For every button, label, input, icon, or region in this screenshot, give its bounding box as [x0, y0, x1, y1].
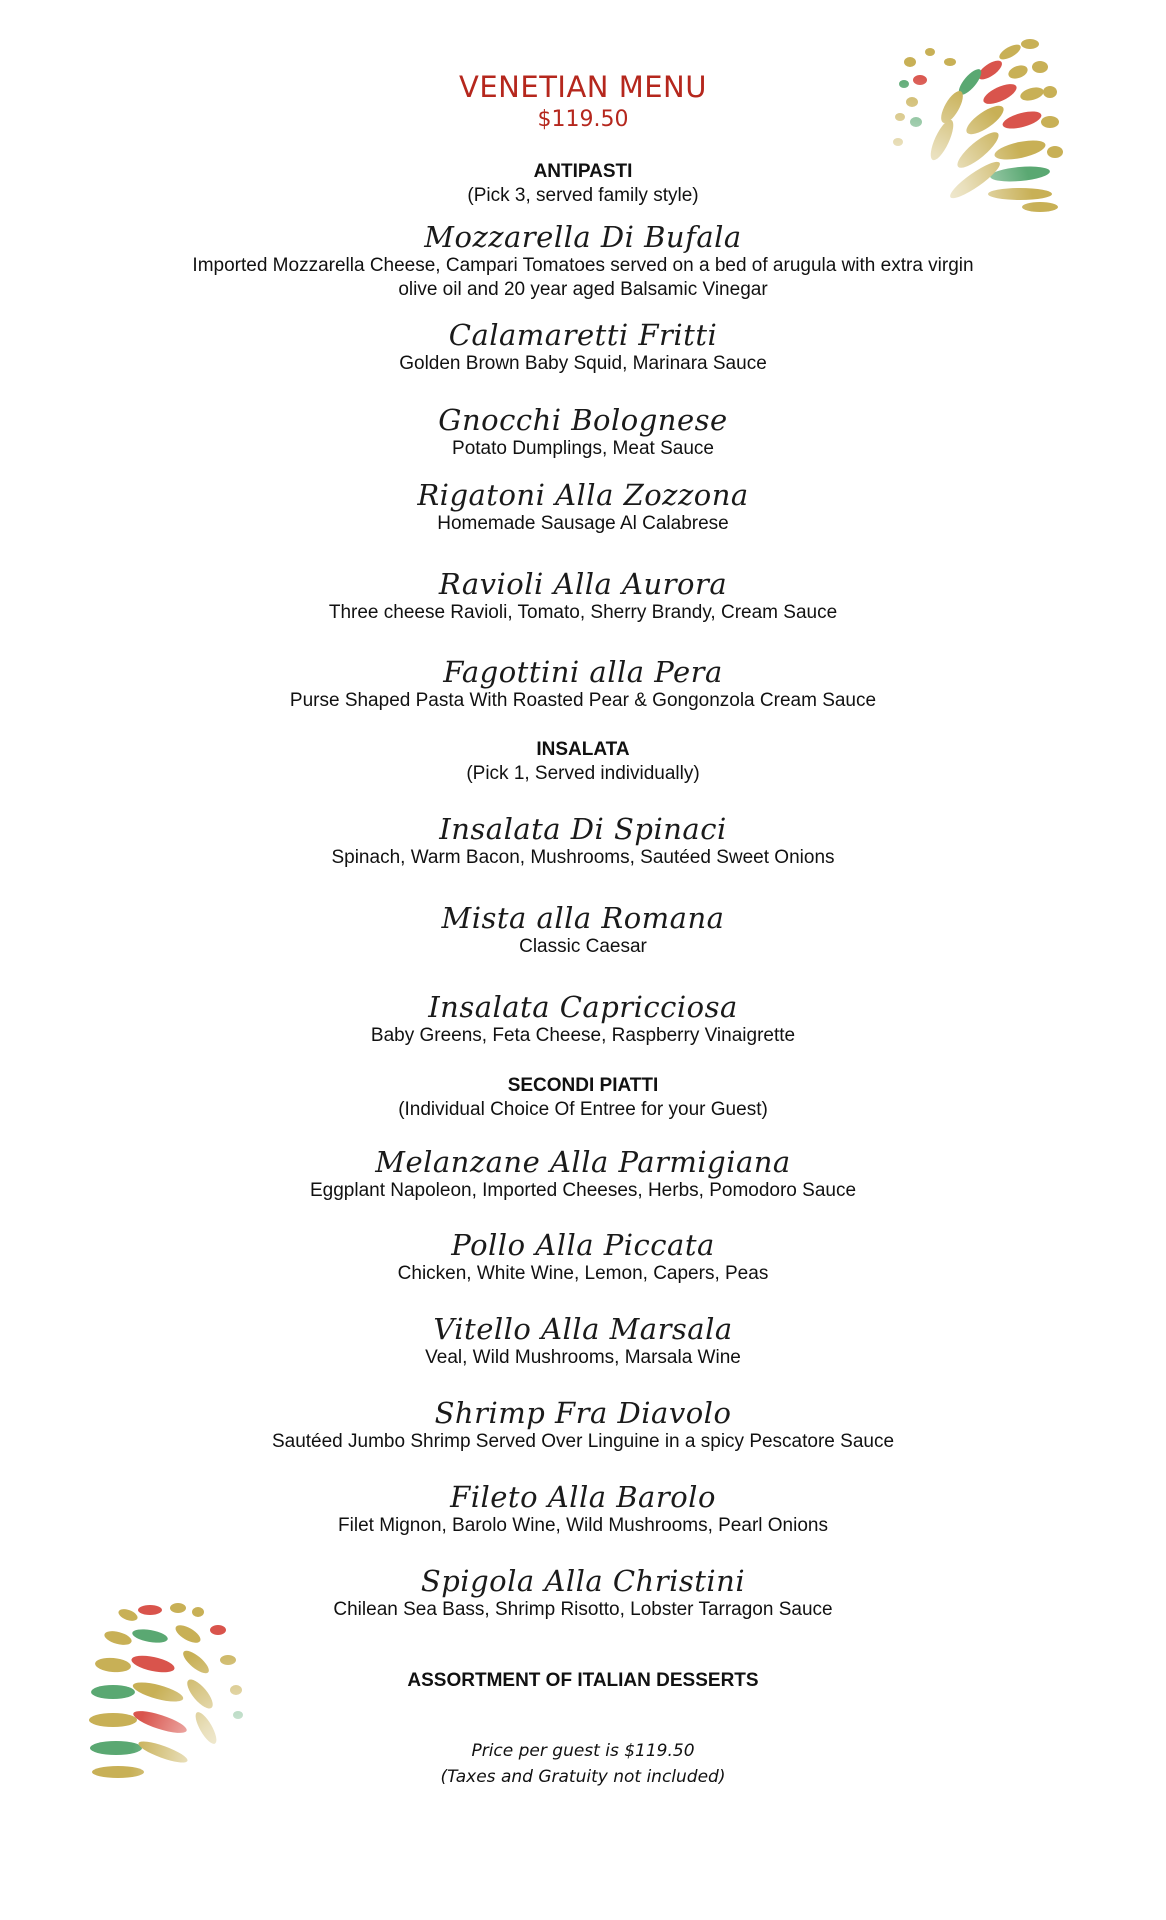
section-title: INSALATA [536, 739, 630, 760]
section-note: (Pick 1, Served individually) [466, 763, 700, 784]
item-name: Ravioli Alla Aurora [438, 567, 728, 601]
item-name: Shrimp Fra Diavolo [434, 1396, 732, 1430]
section-title: SECONDI PIATTI [507, 1075, 659, 1096]
section-note: (Pick 3, served family style) [467, 185, 699, 206]
footer-tax-line: (Taxes and Gratuity not included) [440, 1767, 726, 1787]
item-description: Filet Mignon, Barolo Wine, Wild Mushrooms, Pearl Onions [338, 1515, 828, 1536]
item-name: Vitello Alla Marsala [433, 1312, 733, 1346]
item-description: Potato Dumplings, Meat Sauce [452, 438, 714, 459]
menu-item [0, 990, 1166, 1048]
menu-item [0, 655, 1166, 713]
item-name: Fagottini alla Pera [443, 655, 723, 689]
section-insalata [0, 738, 1166, 786]
menu-item [0, 403, 1166, 461]
item-name: Spigola Alla Christini [420, 1564, 746, 1598]
menu-item [0, 1312, 1166, 1370]
item-description: Purse Shaped Pasta With Roasted Pear & Gongonzola Cream Sauce [289, 690, 877, 711]
item-description: Golden Brown Baby Squid, Marinara Sauce [399, 353, 767, 374]
menu-price: $119.50 [537, 107, 629, 132]
menu-item [0, 478, 1166, 536]
desserts-line: ASSORTMENT OF ITALIAN DESSERTS [407, 1670, 759, 1691]
menu-item [0, 1480, 1166, 1538]
item-description: Sautéed Jumbo Shrimp Served Over Linguine in a spicy Pescatore Sauce [271, 1431, 895, 1452]
menu-item [0, 318, 1166, 376]
item-name: Mista alla Romana [441, 901, 725, 935]
item-name: Insalata Di Spinaci [439, 812, 727, 846]
item-description: Spinach, Warm Bacon, Mushrooms, Sautéed Sweet Onions [331, 847, 835, 868]
menu-item [0, 1228, 1166, 1286]
footer-price-line: Price per guest is $119.50 [471, 1741, 695, 1761]
menu-title: VENETIAN MENU [459, 70, 707, 104]
menu-item [0, 1396, 1166, 1454]
item-description: Three cheese Ravioli, Tomato, Sherry Brandy, Cream Sauce [328, 602, 838, 623]
item-description: Chilean Sea Bass, Shrimp Risotto, Lobster Tarragon Sauce [333, 1599, 833, 1620]
item-description: Baby Greens, Feta Cheese, Raspberry Vinaigrette [370, 1025, 796, 1046]
menu-item [0, 901, 1166, 959]
section-title: ANTIPASTI [533, 161, 633, 182]
item-description: olive oil and 20 year aged Balsamic Vinegar [398, 279, 768, 300]
menu-item [0, 220, 1166, 302]
item-description: Classic Caesar [519, 936, 647, 957]
item-name: Melanzane Alla Parmigiana [375, 1145, 791, 1179]
item-description: Homemade Sausage Al Calabrese [437, 513, 729, 534]
item-name: Calamaretti Fritti [448, 318, 718, 352]
footer-note [0, 1738, 1166, 1790]
item-name: Pollo Alla Piccata [451, 1228, 715, 1262]
menu-item [0, 1145, 1166, 1203]
item-name: Gnocchi Bolognese [438, 403, 728, 437]
item-name: Insalata Capricciosa [428, 990, 738, 1024]
item-description: Veal, Wild Mushrooms, Marsala Wine [425, 1347, 741, 1368]
section-note: (Individual Choice Of Entree for your Guest) [398, 1099, 768, 1120]
menu-item [0, 567, 1166, 625]
item-name: Rigatoni Alla Zozzona [417, 478, 749, 512]
item-name: Fileto Alla Barolo [450, 1480, 716, 1514]
item-description: Eggplant Napoleon, Imported Cheeses, Herbs, Pomodoro Sauce [309, 1180, 857, 1201]
item-description: Imported Mozzarella Cheese, Campari Tomatoes served on a bed of arugula with extra virgin [192, 255, 974, 276]
menu-item [0, 812, 1166, 870]
item-name: Mozzarella Di Bufala [424, 220, 742, 254]
menu-item [0, 1564, 1166, 1622]
item-description: Chicken, White Wine, Lemon, Capers, Peas [397, 1263, 769, 1284]
section-secondi-piatti [0, 1074, 1166, 1122]
section-antipasti [0, 160, 1166, 208]
